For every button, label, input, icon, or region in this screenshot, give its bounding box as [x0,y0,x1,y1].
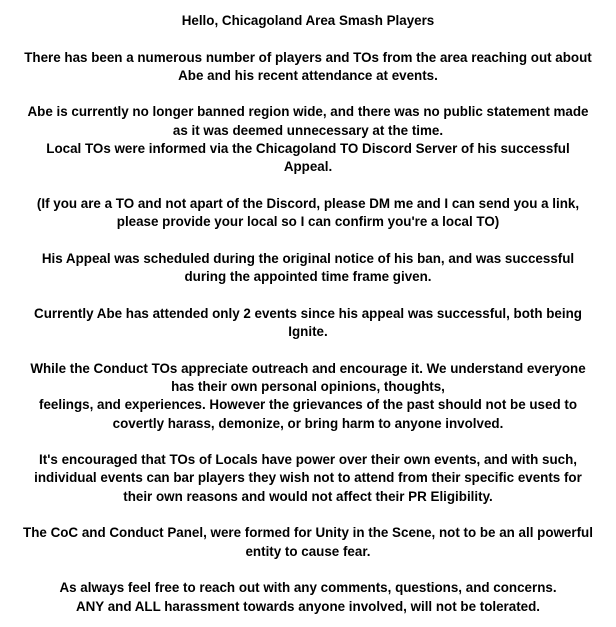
paragraph-line: As always feel free to reach out with any comments, questions, and concerns. [59,580,557,596]
body-paragraph-2 [8,103,608,176]
greeting-paragraph [8,12,608,30]
body-paragraph-8 [8,524,608,561]
paragraph-line: Abe and his recent attendance at events. [178,67,438,83]
greeting-line: Hello, Chicagoland Area Smash Players [181,13,435,28]
paragraph-line: Abe is currently no longer banned region wide, and there was no public statement made [27,104,589,120]
paragraph-line: Currently Abe has attended only 2 events since his appeal was successful, both being [34,305,582,321]
body-paragraph-9 [8,579,608,616]
body-paragraph-4 [8,250,608,287]
paragraph-line: There has been a numerous number of players and TOs from the area reaching out about [24,49,592,65]
paragraph-line: their own reasons and would not affect their PR Eligibility. [123,488,493,504]
paragraph-line: The CoC and Conduct Panel, were formed for Unity in the Scene, not to be an all powerful [23,525,593,541]
paragraph-line: ANY and ALL harassment towards anyone involved, will not be tolerated. [75,598,541,614]
paragraph-line: Appeal. [283,159,333,175]
body-paragraph-1 [8,49,608,86]
body-paragraph-7 [8,451,608,506]
paragraph-line: Local TOs were informed via the Chicagoland TO Discord Server of his successful [46,141,570,157]
paragraph-line: individual events can bar players they wish not to attend from their specific events for [34,470,582,486]
paragraph-line: Ignite. [288,324,328,340]
body-paragraph-5 [8,305,608,342]
paragraph-line: feelings, and experiences. However the grievances of the past should not be used to [39,397,577,413]
paragraph-line: It's encouraged that TOs of Locals have power over their own events, and with such, [39,452,577,468]
body-paragraph-3 [8,195,608,232]
announcement-body [8,49,608,616]
paragraph-line: covertly harass, demonize, or bring harm to anyone involved. [112,415,504,431]
paragraph-line: While the Conduct TOs appreciate outreach and encourage it. We understand everyone [30,360,586,376]
paragraph-line: entity to cause fear. [245,543,371,559]
paragraph-line: His Appeal was scheduled during the original notice of his ban, and was successful [41,250,575,266]
paragraph-line: (If you are a TO and not apart of the Discord, please DM me and I can send you a link, [36,195,580,211]
body-paragraph-6 [8,360,608,433]
announcement-document [8,12,608,616]
paragraph-line: has their own personal opinions, thoughts, [171,378,445,394]
paragraph-line: as it was deemed unnecessary at the time. [172,122,444,138]
paragraph-line: during the appointed time frame given. [184,269,432,285]
paragraph-line: please provide your local so I can confirm you're a local TO) [116,214,500,230]
